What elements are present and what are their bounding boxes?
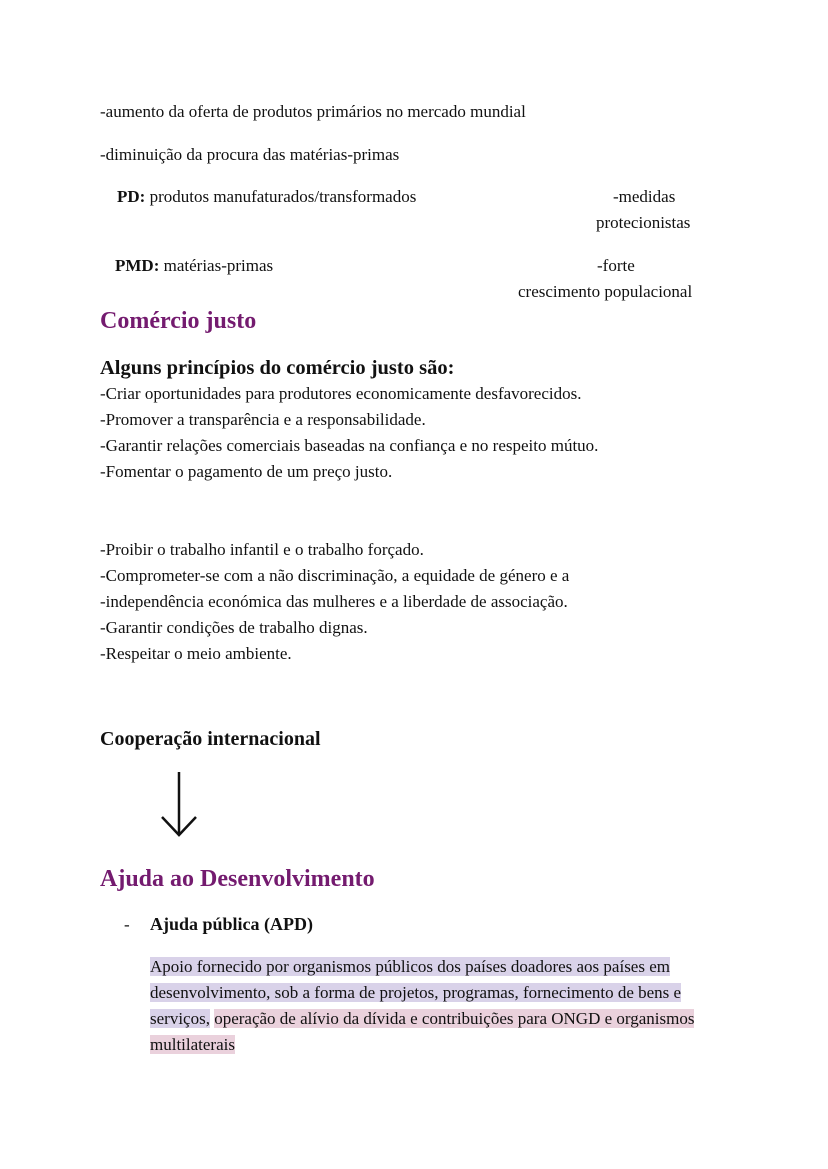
list-item: -Promover a transparência e a responsabilidade.: [100, 410, 426, 429]
pmd-label: PMD:: [115, 256, 160, 275]
aid-item-title: Ajuda pública (APD): [150, 914, 314, 934]
cooperation-title: Cooperação internacional: [100, 728, 321, 750]
aid-title: Ajuda ao Desenvolvimento: [100, 866, 375, 892]
principles-heading: Alguns princípios do comércio justo são:: [100, 357, 455, 379]
principles-list-b: [100, 537, 569, 667]
pd-right-line-2: protecionistas: [596, 213, 691, 232]
list-item: -Proibir o trabalho infantil e o trabalho forçado.: [100, 540, 424, 559]
list-item: -Comprometer-se com a não discriminação, a equidade de género e a: [100, 566, 570, 585]
pd-label: PD:: [117, 187, 146, 206]
list-item: -Respeitar o meio ambiente.: [100, 644, 292, 663]
pd-row: [117, 184, 416, 210]
list-item: -Garantir condições de trabalho dignas.: [100, 618, 368, 637]
pmd-right-line-2: crescimento populacional: [518, 282, 693, 301]
list-item: -Fomentar o pagamento de um preço justo.: [100, 462, 393, 481]
list-item: -Garantir relações comerciais baseadas na confiança e no respeito mútuo.: [100, 436, 599, 455]
pd-right-line-1: -medidas: [613, 187, 676, 206]
intro-line-2: -diminuição da procura das matérias-primas: [100, 145, 400, 164]
list-item: -Criar oportunidades para produtores economicamente desfavorecidos.: [100, 384, 582, 403]
highlighted-text-pink: operação de alívio da dívida e contribuições para ONGD e organismos multilaterais: [150, 1009, 695, 1054]
pmd-right-line-1: -forte: [597, 256, 635, 275]
fair-trade-title: Comércio justo: [100, 308, 257, 334]
pmd-row: [115, 253, 273, 279]
highlighted-text-purple: Apoio fornecido por organismos públicos dos países doadores aos países em desenvolvimento, sob a forma de projetos, programas, fornecimento de bens e serviços,: [150, 957, 682, 1028]
intro-line-1: -aumento da oferta de produtos primários no mercado mundial: [100, 102, 526, 121]
pmd-text: matérias-primas: [159, 256, 274, 275]
aid-description: [150, 954, 720, 1058]
bullet-dash: -: [124, 915, 130, 934]
arrow-down-icon: [158, 770, 200, 840]
principles-list-a: [100, 381, 598, 485]
pd-text: produtos manufaturados/transformados: [145, 187, 417, 206]
list-item: -independência económica das mulheres e a liberdade de associação.: [100, 592, 568, 611]
